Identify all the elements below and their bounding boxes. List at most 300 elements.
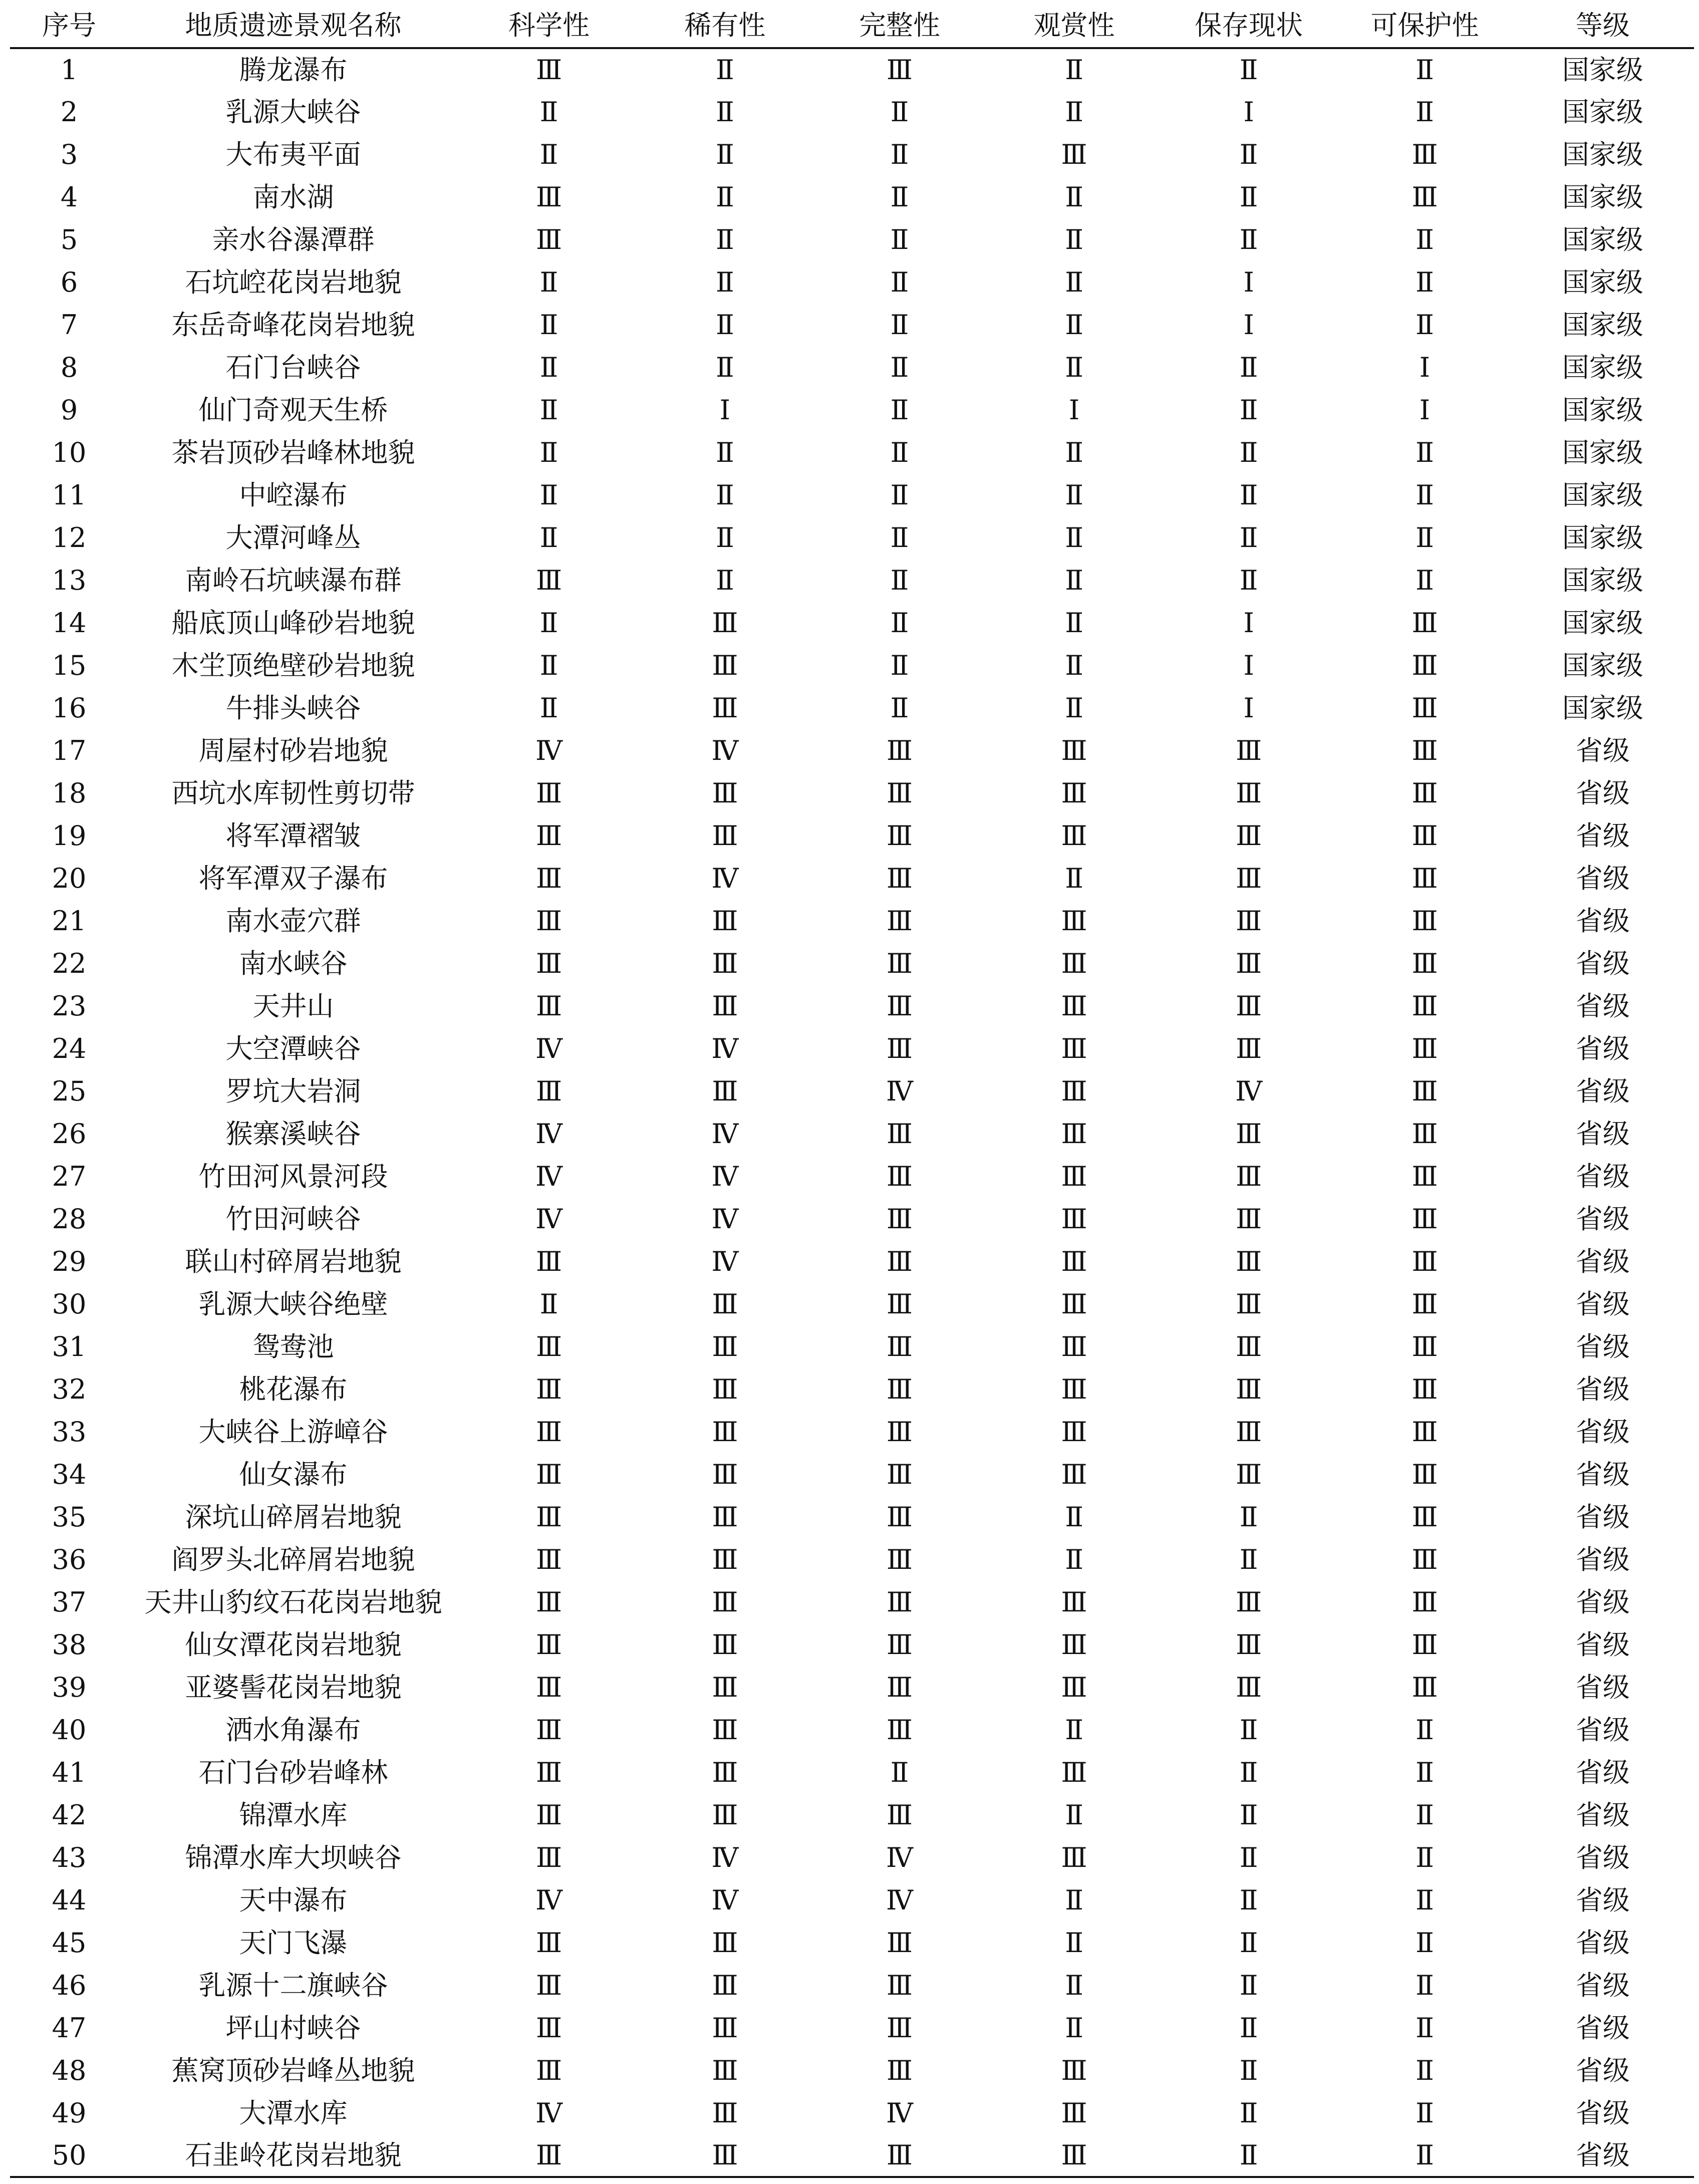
cell-aesthetic: Ⅲ bbox=[1061, 2054, 1087, 2086]
cell-scientific: Ⅱ bbox=[539, 649, 558, 681]
cell-protectability: Ⅲ bbox=[1411, 820, 1438, 852]
table-row bbox=[10, 644, 1694, 687]
cell-index: 8 bbox=[60, 351, 78, 383]
cell-aesthetic: Ⅱ bbox=[1065, 1927, 1083, 1959]
table-row bbox=[10, 1964, 1694, 2007]
cell-scientific: Ⅳ bbox=[535, 1118, 562, 1150]
cell-site-name: 南水峡谷 bbox=[239, 947, 348, 979]
table-row bbox=[10, 602, 1694, 644]
cell-grade: 省级 bbox=[1575, 1416, 1630, 1448]
cell-site-name: 大峡谷上游嶂谷 bbox=[198, 1416, 388, 1448]
cell-preservation: Ⅱ bbox=[1239, 1969, 1258, 2001]
cell-aesthetic: Ⅱ bbox=[1065, 1799, 1083, 1831]
geosite-evaluation-table bbox=[10, 4, 1694, 2178]
header-protectability: 可保护性 bbox=[1338, 4, 1512, 48]
cell-integrity: Ⅲ bbox=[886, 1245, 913, 1277]
cell-aesthetic: Ⅱ bbox=[1065, 309, 1083, 341]
cell-grade: 省级 bbox=[1575, 1373, 1630, 1405]
cell-aesthetic: Ⅱ bbox=[1065, 1714, 1083, 1746]
cell-index: 17 bbox=[52, 734, 87, 766]
cell-protectability: Ⅲ bbox=[1411, 1032, 1438, 1064]
table-row bbox=[10, 900, 1694, 942]
cell-site-name: 将军潭褶皱 bbox=[225, 820, 361, 852]
cell-protectability: Ⅲ bbox=[1411, 1416, 1438, 1448]
cell-aesthetic: Ⅲ bbox=[1061, 1075, 1087, 1107]
cell-site-name: 联山村碎屑岩地貌 bbox=[185, 1245, 402, 1277]
cell-aesthetic: Ⅲ bbox=[1061, 1841, 1087, 1873]
cell-preservation: Ⅰ bbox=[1243, 649, 1254, 681]
cell-grade: 省级 bbox=[1575, 1671, 1630, 1703]
cell-rarity: Ⅲ bbox=[712, 820, 738, 852]
cell-protectability: Ⅱ bbox=[1415, 1799, 1434, 1831]
cell-integrity: Ⅱ bbox=[890, 479, 909, 511]
cell-preservation: Ⅲ bbox=[1236, 1203, 1262, 1235]
table-row bbox=[10, 2134, 1694, 2177]
cell-aesthetic: Ⅱ bbox=[1065, 2012, 1083, 2044]
cell-integrity: Ⅲ bbox=[886, 1714, 913, 1746]
cell-preservation: Ⅲ bbox=[1236, 1628, 1262, 1661]
cell-aesthetic: Ⅲ bbox=[989, 2134, 1159, 2177]
cell-aesthetic: Ⅲ bbox=[1061, 1586, 1087, 1618]
cell-protectability: Ⅲ bbox=[1411, 862, 1438, 894]
cell-integrity: Ⅱ bbox=[890, 309, 909, 341]
header-site-name: 地质遗迹景观名称 bbox=[128, 4, 458, 48]
cell-integrity: Ⅲ bbox=[886, 1416, 913, 1448]
table-row bbox=[10, 1411, 1694, 1453]
table-row bbox=[10, 1751, 1694, 1794]
cell-preservation: Ⅱ bbox=[1239, 1799, 1258, 1831]
cell-integrity: Ⅱ bbox=[890, 692, 909, 724]
cell-index: 34 bbox=[52, 1458, 87, 1490]
table-row bbox=[10, 1368, 1694, 1411]
cell-site-name: 乳源大峡谷 bbox=[225, 96, 361, 128]
cell-site-name: 大布夷平面 bbox=[225, 138, 361, 170]
cell-protectability: Ⅲ bbox=[1411, 1203, 1438, 1235]
cell-integrity: Ⅳ bbox=[886, 1884, 913, 1916]
cell-preservation: Ⅲ bbox=[1236, 990, 1262, 1022]
cell-scientific: Ⅱ bbox=[539, 394, 558, 426]
cell-index: 11 bbox=[52, 479, 87, 511]
cell-protectability: Ⅰ bbox=[1419, 351, 1431, 383]
cell-aesthetic: Ⅱ bbox=[1065, 266, 1083, 298]
cell-index: 21 bbox=[52, 905, 87, 937]
cell-site-name: 锦潭水库 bbox=[239, 1799, 348, 1831]
cell-site-name: 鸳鸯池 bbox=[252, 1330, 334, 1362]
cell-grade: 省级 bbox=[1575, 1075, 1630, 1107]
cell-index: 42 bbox=[52, 1799, 87, 1831]
cell-aesthetic: Ⅲ bbox=[1061, 990, 1087, 1022]
cell-protectability: Ⅲ bbox=[1411, 777, 1438, 809]
cell-integrity: Ⅲ bbox=[886, 734, 913, 766]
cell-site-name: 乳源大峡谷绝壁 bbox=[198, 1288, 388, 1320]
cell-rarity: Ⅳ bbox=[711, 1118, 739, 1150]
cell-rarity: Ⅲ bbox=[712, 1543, 738, 1575]
cell-index: 4 bbox=[60, 181, 78, 213]
cell-integrity: Ⅱ bbox=[890, 266, 909, 298]
header-aesthetic: 观赏性 bbox=[989, 4, 1159, 48]
table-row bbox=[10, 1240, 1694, 1283]
cell-rarity: Ⅱ bbox=[716, 54, 734, 86]
cell-scientific: Ⅲ bbox=[535, 1628, 562, 1661]
cell-scientific: Ⅲ bbox=[535, 1245, 562, 1277]
cell-grade: 省级 bbox=[1575, 820, 1630, 852]
cell-aesthetic: Ⅲ bbox=[1061, 1416, 1087, 1448]
table-row bbox=[10, 1283, 1694, 1325]
cell-site-name: 天井山 bbox=[252, 990, 334, 1022]
header-index: 序号 bbox=[10, 4, 128, 48]
cell-aesthetic: Ⅲ bbox=[1061, 1330, 1087, 1362]
cell-site-name: 牛排头峡谷 bbox=[225, 692, 361, 724]
cell-aesthetic: Ⅲ bbox=[1061, 2097, 1087, 2129]
cell-protectability: Ⅱ bbox=[1415, 2054, 1434, 2086]
cell-protectability: Ⅱ bbox=[1415, 521, 1434, 554]
cell-aesthetic: Ⅱ bbox=[1065, 181, 1083, 213]
cell-site-name: 乳源十二旗峡谷 bbox=[198, 1969, 388, 2001]
cell-rarity: Ⅲ bbox=[712, 1416, 738, 1448]
cell-rarity: Ⅳ bbox=[711, 1032, 739, 1064]
cell-grade: 省级 bbox=[1575, 2054, 1630, 2086]
cell-index: 31 bbox=[52, 1330, 87, 1362]
cell-index: 23 bbox=[52, 990, 87, 1022]
cell-integrity: Ⅲ bbox=[886, 1586, 913, 1618]
table-row bbox=[10, 1027, 1694, 1070]
cell-site-name: 仙门奇观天生桥 bbox=[198, 394, 388, 426]
cell-protectability: Ⅲ bbox=[1411, 1160, 1438, 1192]
cell-site-name: 洒水角瀑布 bbox=[225, 1714, 361, 1746]
cell-integrity: Ⅱ bbox=[890, 181, 909, 213]
table-row bbox=[10, 91, 1694, 133]
cell-preservation: Ⅲ bbox=[1236, 820, 1262, 852]
cell-index: 33 bbox=[52, 1416, 87, 1448]
cell-aesthetic: Ⅲ bbox=[1061, 1288, 1087, 1320]
cell-grade: 国家级 bbox=[1562, 564, 1643, 596]
table-row bbox=[10, 1922, 1694, 1964]
cell-aesthetic: Ⅲ bbox=[1061, 1032, 1087, 1064]
cell-index: 22 bbox=[52, 947, 87, 979]
table-row bbox=[10, 176, 1694, 218]
cell-preservation: Ⅱ bbox=[1239, 436, 1258, 468]
cell-preservation: Ⅲ bbox=[1236, 1330, 1262, 1362]
cell-protectability: Ⅲ bbox=[1411, 947, 1438, 979]
cell-aesthetic: Ⅲ bbox=[1061, 1203, 1087, 1235]
cell-aesthetic: Ⅲ bbox=[1061, 1628, 1087, 1661]
table-row bbox=[10, 2049, 1694, 2092]
cell-site-name: 茶岩顶砂岩峰林地貌 bbox=[171, 436, 415, 468]
cell-protectability: Ⅱ bbox=[1415, 266, 1434, 298]
cell-integrity: Ⅲ bbox=[886, 1671, 913, 1703]
cell-rarity: Ⅲ bbox=[712, 1927, 738, 1959]
table-row bbox=[10, 687, 1694, 729]
cell-integrity: Ⅲ bbox=[886, 777, 913, 809]
cell-scientific: Ⅲ bbox=[535, 1075, 562, 1107]
cell-scientific: Ⅲ bbox=[535, 2012, 562, 2044]
cell-rarity: Ⅲ bbox=[712, 1671, 738, 1703]
header-row bbox=[10, 4, 1694, 48]
table-row bbox=[10, 1623, 1694, 1666]
cell-aesthetic: Ⅱ bbox=[1065, 223, 1083, 255]
cell-aesthetic: Ⅲ bbox=[1061, 947, 1087, 979]
cell-integrity: Ⅱ bbox=[890, 521, 909, 554]
cell-scientific: Ⅱ bbox=[539, 521, 558, 554]
cell-protectability: Ⅱ bbox=[1338, 2134, 1512, 2177]
cell-index: 38 bbox=[52, 1628, 87, 1661]
cell-grade: 国家级 bbox=[1562, 521, 1643, 554]
cell-grade: 省级 bbox=[1575, 1245, 1630, 1277]
table-row bbox=[10, 1709, 1694, 1751]
cell-grade: 省级 bbox=[1511, 2134, 1694, 2177]
cell-aesthetic: Ⅲ bbox=[1061, 1245, 1087, 1277]
cell-index: 9 bbox=[60, 394, 78, 426]
cell-protectability: Ⅱ bbox=[1415, 309, 1434, 341]
cell-site-name: 亚婆髻花岗岩地貌 bbox=[185, 1671, 402, 1703]
cell-scientific: Ⅲ bbox=[535, 1756, 562, 1788]
cell-site-name: 大潭水库 bbox=[239, 2097, 348, 2129]
cell-aesthetic: Ⅱ bbox=[1065, 564, 1083, 596]
table-row bbox=[10, 857, 1694, 900]
cell-rarity: Ⅲ bbox=[712, 1373, 738, 1405]
cell-index: 3 bbox=[60, 138, 78, 170]
cell-rarity: Ⅳ bbox=[711, 1884, 739, 1916]
cell-integrity: Ⅱ bbox=[890, 96, 909, 128]
cell-integrity: Ⅲ bbox=[810, 2134, 989, 2177]
cell-integrity: Ⅲ bbox=[886, 2012, 913, 2044]
cell-index: 35 bbox=[52, 1501, 87, 1533]
cell-integrity: Ⅲ bbox=[886, 1288, 913, 1320]
table-row bbox=[10, 1496, 1694, 1538]
table-row bbox=[10, 729, 1694, 772]
cell-index: 13 bbox=[52, 564, 87, 596]
cell-protectability: Ⅱ bbox=[1415, 1841, 1434, 1873]
cell-grade: 省级 bbox=[1575, 734, 1630, 766]
header-rarity: 稀有性 bbox=[640, 4, 810, 48]
cell-integrity: Ⅲ bbox=[886, 1203, 913, 1235]
cell-protectability: Ⅲ bbox=[1411, 1245, 1438, 1277]
cell-index: 36 bbox=[52, 1543, 87, 1575]
cell-protectability: Ⅲ bbox=[1411, 607, 1438, 639]
cell-rarity: Ⅲ bbox=[712, 2012, 738, 2044]
cell-aesthetic: Ⅱ bbox=[1065, 1969, 1083, 2001]
cell-scientific: Ⅲ bbox=[535, 223, 562, 255]
cell-protectability: Ⅲ bbox=[1411, 905, 1438, 937]
cell-rarity: Ⅲ bbox=[712, 1799, 738, 1831]
cell-aesthetic: Ⅱ bbox=[1065, 862, 1083, 894]
cell-protectability: Ⅲ bbox=[1411, 1458, 1438, 1490]
cell-preservation: Ⅲ bbox=[1236, 734, 1262, 766]
table-row bbox=[10, 48, 1694, 91]
cell-grade: 国家级 bbox=[1562, 266, 1643, 298]
cell-index: 29 bbox=[52, 1245, 87, 1277]
cell-site-name: 锦潭水库大坝峡谷 bbox=[185, 1841, 402, 1873]
cell-site-name: 罗坑大岩洞 bbox=[225, 1075, 361, 1107]
table-row bbox=[10, 261, 1694, 304]
cell-preservation: Ⅲ bbox=[1236, 947, 1262, 979]
table-row bbox=[10, 474, 1694, 516]
cell-aesthetic: Ⅲ bbox=[1061, 905, 1087, 937]
table-row bbox=[10, 1879, 1694, 1922]
cell-preservation: Ⅱ bbox=[1239, 1884, 1258, 1916]
cell-grade: 省级 bbox=[1575, 1969, 1630, 2001]
cell-integrity: Ⅱ bbox=[890, 436, 909, 468]
cell-site-name: 南水湖 bbox=[252, 181, 334, 213]
cell-scientific: Ⅲ bbox=[535, 1841, 562, 1873]
cell-rarity: Ⅲ bbox=[640, 2134, 810, 2177]
cell-index: 32 bbox=[52, 1373, 87, 1405]
cell-aesthetic: Ⅱ bbox=[1065, 479, 1083, 511]
cell-grade: 省级 bbox=[1575, 1628, 1630, 1661]
cell-rarity: Ⅲ bbox=[712, 1075, 738, 1107]
cell-scientific: Ⅱ bbox=[539, 692, 558, 724]
cell-protectability: Ⅱ bbox=[1415, 1884, 1434, 1916]
cell-rarity: Ⅲ bbox=[712, 1330, 738, 1362]
cell-preservation: Ⅱ bbox=[1239, 2012, 1258, 2044]
cell-scientific: Ⅱ bbox=[539, 138, 558, 170]
cell-scientific: Ⅳ bbox=[535, 1884, 562, 1916]
cell-rarity: Ⅲ bbox=[712, 649, 738, 681]
cell-aesthetic: Ⅲ bbox=[1061, 138, 1087, 170]
cell-scientific: Ⅲ bbox=[535, 564, 562, 596]
cell-preservation: Ⅲ bbox=[1236, 1458, 1262, 1490]
cell-site-name: 仙女瀑布 bbox=[239, 1458, 348, 1490]
cell-integrity: Ⅳ bbox=[886, 2097, 913, 2129]
cell-protectability: Ⅲ bbox=[1411, 1586, 1438, 1618]
cell-rarity: Ⅳ bbox=[711, 1841, 739, 1873]
cell-preservation: Ⅰ bbox=[1243, 309, 1254, 341]
cell-grade: 省级 bbox=[1575, 1714, 1630, 1746]
cell-rarity: Ⅱ bbox=[716, 138, 734, 170]
cell-index: 12 bbox=[52, 521, 87, 554]
cell-rarity: Ⅲ bbox=[712, 905, 738, 937]
cell-index: 27 bbox=[52, 1160, 87, 1192]
table-row bbox=[10, 1666, 1694, 1709]
cell-protectability: Ⅲ bbox=[1411, 1330, 1438, 1362]
table-row bbox=[10, 1325, 1694, 1368]
cell-rarity: Ⅲ bbox=[712, 1288, 738, 1320]
cell-grade: 省级 bbox=[1575, 1288, 1630, 1320]
table-row bbox=[10, 304, 1694, 346]
header-grade: 等级 bbox=[1511, 4, 1694, 48]
cell-rarity: Ⅲ bbox=[712, 990, 738, 1022]
cell-grade: 省级 bbox=[1575, 1330, 1630, 1362]
cell-site-name: 东岳奇峰花岗岩地貌 bbox=[171, 309, 415, 341]
cell-protectability: Ⅱ bbox=[1415, 2012, 1434, 2044]
cell-protectability: Ⅱ bbox=[1415, 54, 1434, 86]
cell-site-name: 石门台砂岩峰林 bbox=[198, 1756, 388, 1788]
cell-index: 20 bbox=[52, 862, 87, 894]
cell-scientific: Ⅲ bbox=[535, 1586, 562, 1618]
cell-scientific: Ⅳ bbox=[535, 1160, 562, 1192]
cell-rarity: Ⅲ bbox=[712, 1714, 738, 1746]
cell-grade: 国家级 bbox=[1562, 309, 1643, 341]
cell-preservation: Ⅱ bbox=[1239, 1756, 1258, 1788]
cell-rarity: Ⅱ bbox=[716, 181, 734, 213]
cell-protectability: Ⅲ bbox=[1411, 1288, 1438, 1320]
cell-preservation: Ⅰ bbox=[1243, 607, 1254, 639]
cell-rarity: Ⅲ bbox=[712, 2097, 738, 2129]
cell-rarity: Ⅲ bbox=[712, 947, 738, 979]
cell-preservation: Ⅱ bbox=[1239, 1501, 1258, 1533]
cell-grade: 省级 bbox=[1575, 1756, 1630, 1788]
cell-protectability: Ⅲ bbox=[1411, 138, 1438, 170]
cell-preservation: Ⅰ bbox=[1243, 96, 1254, 128]
cell-index: 24 bbox=[52, 1032, 87, 1064]
cell-protectability: Ⅲ bbox=[1411, 1118, 1438, 1150]
cell-preservation: Ⅱ bbox=[1239, 54, 1258, 86]
cell-aesthetic: Ⅱ bbox=[1065, 607, 1083, 639]
cell-integrity: Ⅱ bbox=[890, 564, 909, 596]
cell-protectability: Ⅱ bbox=[1415, 1714, 1434, 1746]
cell-aesthetic: Ⅲ bbox=[1061, 1671, 1087, 1703]
cell-aesthetic: Ⅲ bbox=[1061, 1458, 1087, 1490]
cell-aesthetic: Ⅲ bbox=[1061, 1160, 1087, 1192]
cell-preservation: Ⅰ bbox=[1243, 266, 1254, 298]
cell-grade: 国家级 bbox=[1562, 436, 1643, 468]
cell-scientific: Ⅲ bbox=[535, 777, 562, 809]
table-row bbox=[10, 1113, 1694, 1155]
cell-rarity: Ⅲ bbox=[712, 1756, 738, 1788]
cell-aesthetic: Ⅲ bbox=[1061, 777, 1087, 809]
cell-preservation: Ⅲ bbox=[1236, 1032, 1262, 1064]
cell-site-name: 竹田河峡谷 bbox=[225, 1203, 361, 1235]
cell-scientific: Ⅱ bbox=[539, 96, 558, 128]
cell-grade: 国家级 bbox=[1562, 181, 1643, 213]
cell-grade: 省级 bbox=[1575, 1884, 1630, 1916]
cell-scientific: Ⅲ bbox=[535, 947, 562, 979]
cell-rarity: Ⅱ bbox=[716, 96, 734, 128]
cell-protectability: Ⅲ bbox=[1411, 649, 1438, 681]
cell-protectability: Ⅱ bbox=[1415, 96, 1434, 128]
cell-integrity: Ⅱ bbox=[890, 649, 909, 681]
cell-scientific: Ⅲ bbox=[535, 820, 562, 852]
cell-preservation: Ⅱ bbox=[1239, 394, 1258, 426]
cell-protectability: Ⅰ bbox=[1419, 394, 1431, 426]
cell-index: 47 bbox=[52, 2012, 87, 2044]
cell-rarity: Ⅱ bbox=[716, 266, 734, 298]
cell-grade: 省级 bbox=[1575, 1458, 1630, 1490]
cell-integrity: Ⅲ bbox=[886, 1969, 913, 2001]
cell-grade: 省级 bbox=[1575, 2097, 1630, 2129]
cell-grade: 省级 bbox=[1575, 1032, 1630, 1064]
cell-site-name: 船底顶山峰砂岩地貌 bbox=[171, 607, 415, 639]
cell-rarity: Ⅲ bbox=[712, 777, 738, 809]
cell-integrity: Ⅱ bbox=[890, 138, 909, 170]
cell-preservation: Ⅲ bbox=[1236, 777, 1262, 809]
cell-integrity: Ⅲ bbox=[886, 54, 913, 86]
cell-rarity: Ⅱ bbox=[716, 309, 734, 341]
cell-index: 49 bbox=[52, 2097, 87, 2129]
cell-rarity: Ⅱ bbox=[716, 351, 734, 383]
cell-site-name: 木坣顶绝壁砂岩地貌 bbox=[171, 649, 415, 681]
cell-grade: 国家级 bbox=[1562, 54, 1643, 86]
cell-rarity: Ⅲ bbox=[712, 1586, 738, 1618]
cell-integrity: Ⅲ bbox=[886, 2054, 913, 2086]
table-row bbox=[10, 218, 1694, 261]
cell-integrity: Ⅲ bbox=[886, 1543, 913, 1575]
cell-index: 2 bbox=[60, 96, 78, 128]
cell-integrity: Ⅲ bbox=[886, 990, 913, 1022]
cell-grade: 国家级 bbox=[1562, 351, 1643, 383]
cell-rarity: Ⅲ bbox=[712, 1501, 738, 1533]
cell-preservation: Ⅱ bbox=[1239, 479, 1258, 511]
cell-rarity: Ⅲ bbox=[712, 607, 738, 639]
cell-site-name: 坪山村峡谷 bbox=[225, 2012, 361, 2044]
cell-rarity: Ⅳ bbox=[711, 1245, 739, 1277]
cell-rarity: Ⅲ bbox=[712, 2054, 738, 2086]
cell-site-name: 天中瀑布 bbox=[239, 1884, 348, 1916]
cell-aesthetic: Ⅲ bbox=[1061, 734, 1087, 766]
header-preservation: 保存现状 bbox=[1160, 4, 1338, 48]
table-row bbox=[10, 1155, 1694, 1198]
cell-index: 15 bbox=[52, 649, 87, 681]
